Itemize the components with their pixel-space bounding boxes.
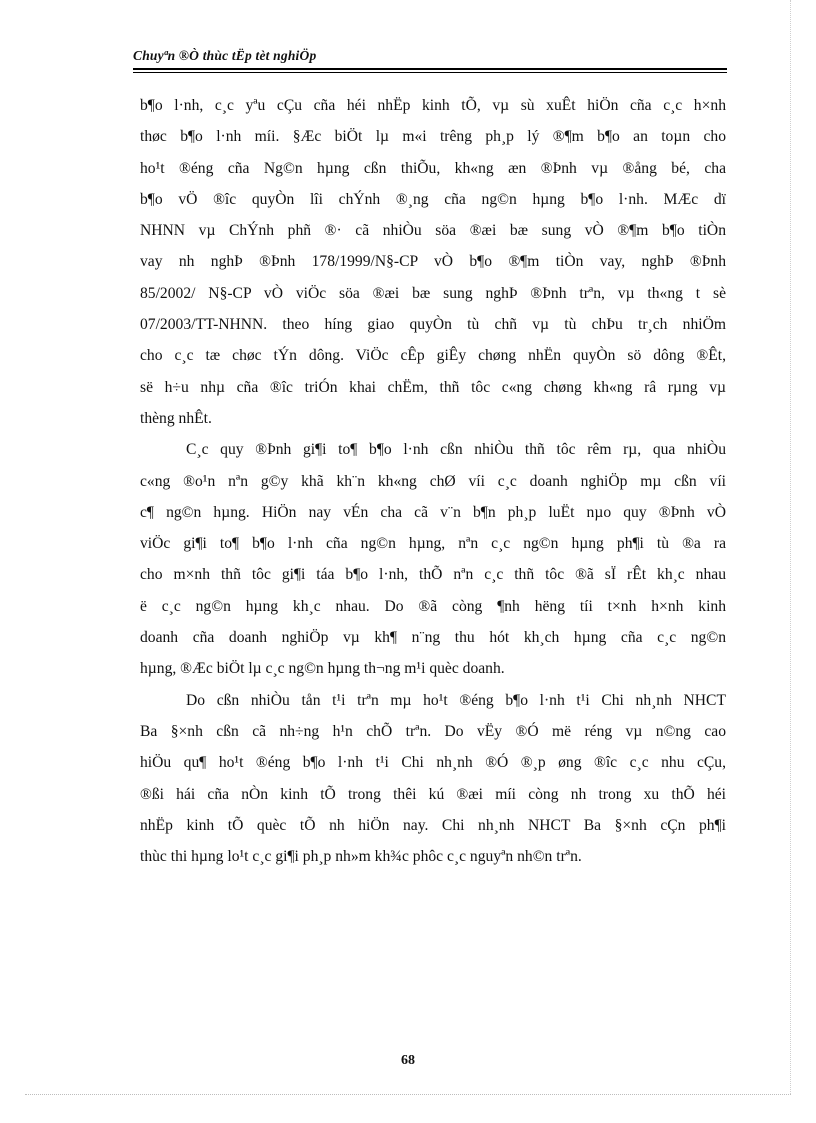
- running-header: Chuyªn ®Ò thùc tËp tèt nghiÖp: [133, 48, 317, 63]
- text-line: C¸c quy ®Þnh gi¶i to¶ b¶o l·nh cßn nhiÒu thñ tôc rêm rµ, qua nhiÒu: [186, 441, 726, 459]
- text-line: së h÷u nhµ cña ®îc triÓn khai chËm, thñ tôc c«ng chøng kh«ng râ rµng vµ: [140, 378, 726, 396]
- text-line: Ba §×nh cßn cã nh÷ng h¹n chÕ trªn. Do vËy ®Ó më réng vµ n©ng cao: [140, 722, 726, 740]
- text-line: 07/2003/TT-NHNN. theo híng giao quyÒn tù chñ vµ tù chÞu tr¸ch nhiÖm: [140, 316, 726, 334]
- text-line: ®ßi hái cña nÒn kinh tÕ trong thêi kú ®æi míi còng nh trong xu thÕ héi: [140, 785, 726, 803]
- text-line: vay nh nghÞ ®Þnh 178/1999/N§-CP vÒ b¶o ®¶m tiÒn vay, nghÞ ®Þnh: [140, 253, 726, 271]
- text-line: hiÖu qu¶ ho¹t ®éng b¶o l·nh t¹i Chi nh¸nh ®Ó ®¸p øng ®îc c¸c nhu cÇu,: [140, 754, 726, 772]
- body-text: [140, 90, 726, 872]
- text-line: cho m×nh thñ tôc gi¶i táa b¶o l·nh, thÕ nªn c¸c thñ tôc ®ã sÏ rÊt kh¸c nhau: [140, 566, 726, 584]
- text-line: Do cßn nhiÒu tån t¹i trªn mµ ho¹t ®éng b¶o l·nh t¹i Chi nh¸nh NHCT: [186, 691, 726, 709]
- text-line: ë c¸c ng©n hµng kh¸c nhau. Do ®ã còng ¶nh hëng tíi t×nh h×nh kinh: [140, 597, 726, 615]
- page-number: 68: [401, 1053, 415, 1068]
- text-line: viÖc gi¶i to¶ b¶o l·nh cña ng©n hµng, nªn c¸c ng©n hµng ph¶i tù ®a ra: [140, 535, 726, 553]
- text-line: thøc b¶o l·nh míi. §Æc biÖt lµ m«i trêng ph¸p lý ®¶m b¶o an toµn cho: [140, 128, 726, 146]
- text-line: c«ng ®o¹n nªn g©y khã kh¨n kh«ng chØ víi c¸c doanh nghiÖp mµ cßn víi: [140, 472, 726, 490]
- text-line: cho c¸c tæ chøc tÝn dông. ViÖc cÊp giÊy chøng nhËn quyÒn sö dông ®Êt,: [140, 347, 726, 365]
- text-line: b¶o vÖ ®îc quyÒn lîi chÝnh ®¸ng cña ng©n hµng b¶o l·nh. MÆc dï: [140, 190, 726, 208]
- text-line: hµng, ®Æc biÖt lµ c¸c ng©n hµng th¬ng m¹i quèc doanh.: [140, 660, 505, 678]
- header-rule-thick: [133, 68, 727, 70]
- right-page-border: [790, 0, 791, 1094]
- text-line: nhËp kinh tÕ quèc tÕ nh hiÖn nay. Chi nh¸nh NHCT Ba §×nh cÇn ph¶i: [140, 816, 726, 834]
- text-line: b¶o l·nh, c¸c yªu cÇu cña héi nhËp kinh tÕ, vµ sù xuÊt hiÖn cña c¸c h×nh: [140, 97, 726, 114]
- text-line: NHNN vµ ChÝnh phñ ®· cã nhiÒu söa ®æi bæ sung vÒ ®¶m b¶o tiÒn: [140, 222, 726, 240]
- text-line: doanh cña doanh nghiÖp vµ kh¶ n¨ng thu hót kh¸ch hµng cña c¸c ng©n: [140, 629, 726, 647]
- text-line: 85/2002/ N§-CP vÒ viÖc söa ®æi bæ sung nghÞ ®Þnh trªn, vµ th«ng t sè: [140, 284, 726, 302]
- header-rule-thin: [133, 72, 727, 73]
- text-line: thùc thi hµng lo¹t c¸c gi¶i ph¸p nh»m kh¾c phôc c¸c nguyªn nh©n trªn.: [140, 848, 582, 866]
- bottom-page-border: [25, 1094, 791, 1095]
- text-line: c¶ ng©n hµng. HiÖn nay vÉn cha cã v¨n b¶n ph¸p luËt nµo quy ®Þnh vÒ: [140, 503, 726, 521]
- text-line: ho¹t ®éng cña Ng©n hµng cßn thiÕu, kh«ng æn ®Þnh vµ ®ång bé, cha: [140, 159, 726, 177]
- text-line: thèng nhÊt.: [140, 409, 212, 427]
